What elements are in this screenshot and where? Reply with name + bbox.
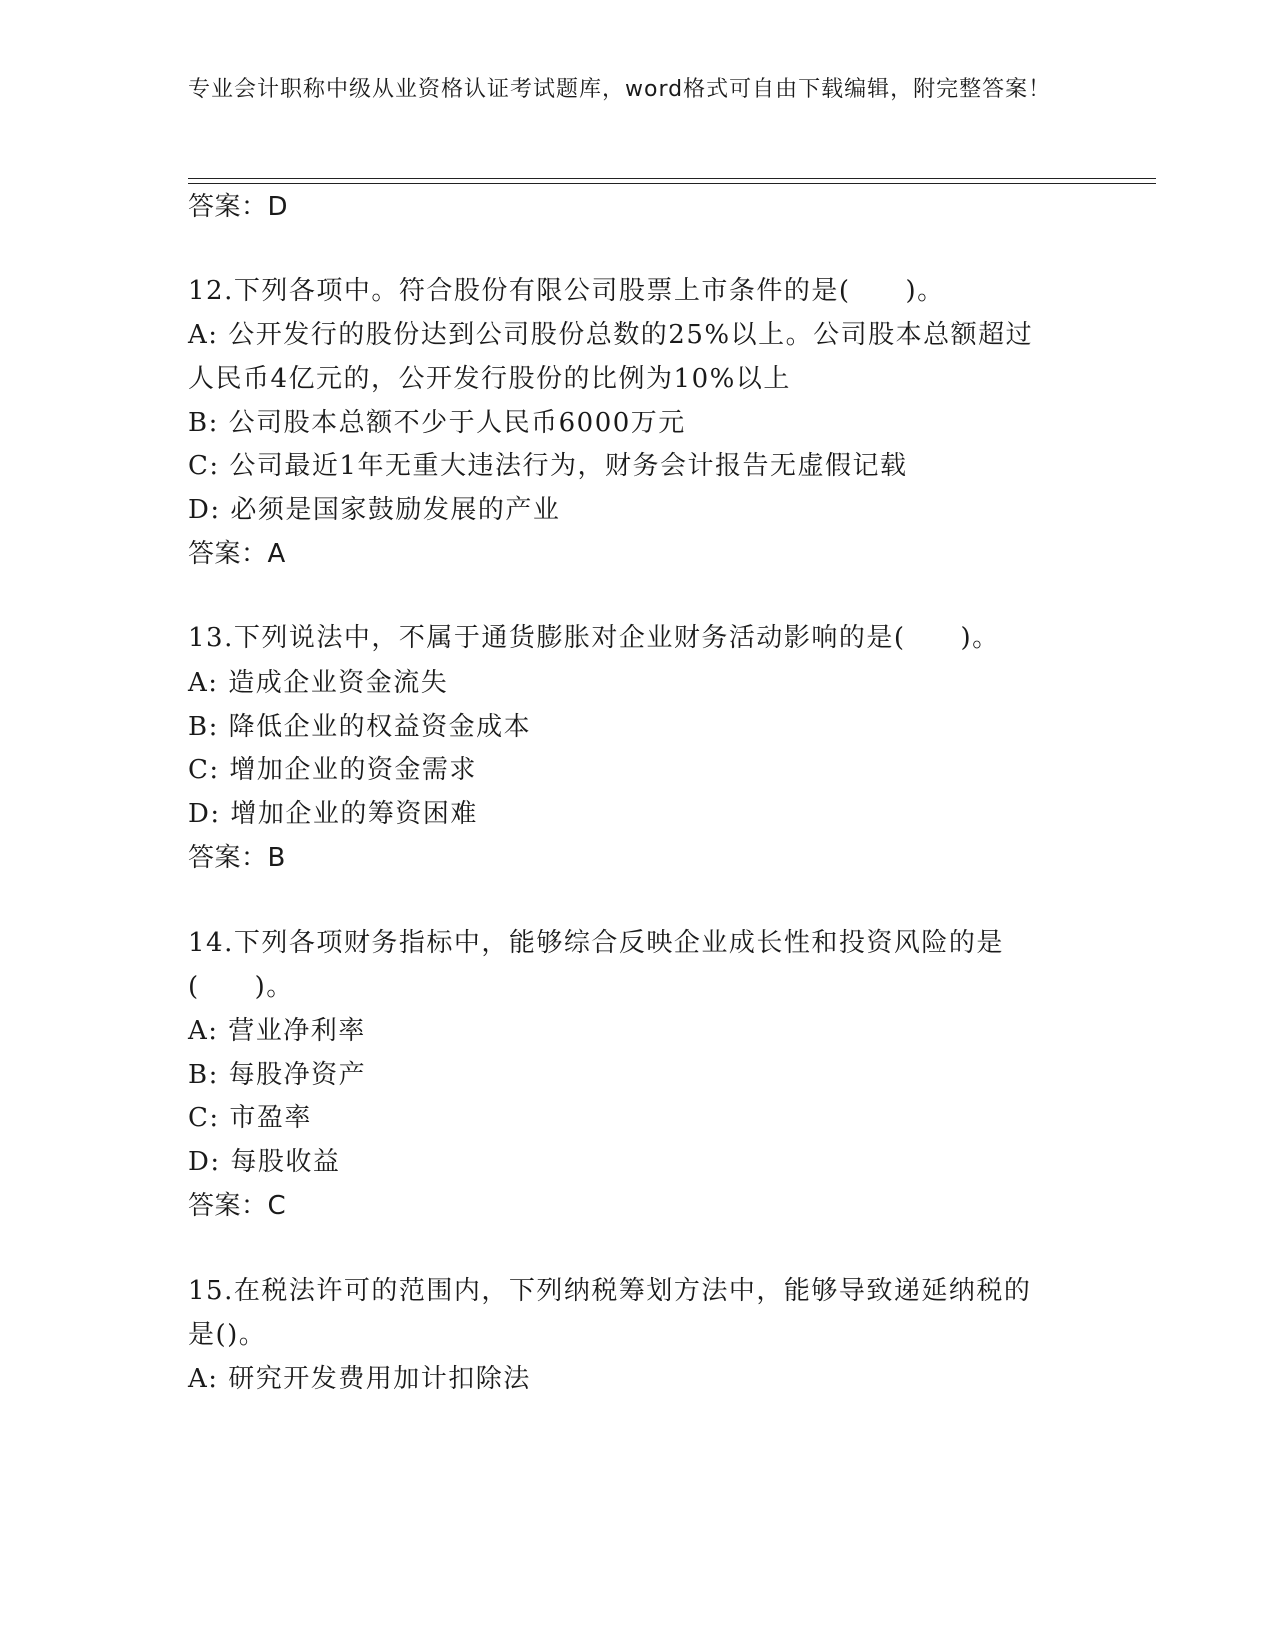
q12-option-a-line2: 人民币4亿元的，公开发行股份的比例为10%以上	[188, 364, 791, 394]
header-divider-top	[188, 178, 1156, 179]
q12-option-d: D: 必须是国家鼓励发展的产业	[188, 495, 561, 525]
q15-stem-line1: 15.在税法许可的范围内，下列纳税筹划方法中，能够导致递延纳税的	[188, 1276, 1032, 1306]
q14-option-a: A: 营业净利率	[188, 1016, 366, 1046]
q13-option-c: C: 增加企业的资金需求	[188, 755, 477, 785]
q12-option-b: B: 公司股本总额不少于人民币6000万元	[188, 408, 686, 438]
q13-stem: 13.下列说法中，不属于通货膨胀对企业财务活动影响的是( )。	[188, 623, 1000, 653]
q14-option-d: D: 每股收益	[188, 1147, 341, 1177]
q14-stem-line2: ( )。	[188, 972, 294, 1002]
q12-stem: 12.下列各项中。符合股份有限公司股票上市条件的是( )。	[188, 276, 945, 306]
q12-option-c: C: 公司最近1年无重大违法行为，财务会计报告无虚假记载	[188, 451, 908, 481]
q14-stem-line1: 14.下列各项财务指标中，能够综合反映企业成长性和投资风险的是	[188, 928, 1004, 958]
q13-option-d: D: 增加企业的筹资困难	[188, 799, 478, 829]
q15-option-a: A: 研究开发费用加计扣除法	[188, 1364, 531, 1394]
header-divider-bottom	[188, 183, 1156, 184]
q12-answer: 答案：A	[188, 539, 286, 569]
q14-option-c: C: 市盈率	[188, 1103, 312, 1133]
page-header: 专业会计职称中级从业资格认证考试题库，word格式可自由下载编辑，附完整答案！	[188, 77, 1052, 102]
q14-option-b: B: 每股净资产	[188, 1060, 367, 1090]
q12-option-a-line1: A: 公开发行的股份达到公司股份总数的25%以上。公司股本总额超过	[188, 320, 1034, 350]
q13-option-b: B: 降低企业的权益资金成本	[188, 712, 532, 742]
answer-11: 答案：D	[188, 192, 289, 222]
q13-option-a: A: 造成企业资金流失	[188, 668, 449, 698]
q13-answer: 答案：B	[188, 843, 286, 873]
q15-stem-line2: 是()。	[188, 1320, 267, 1350]
q14-answer: 答案：C	[188, 1191, 287, 1221]
